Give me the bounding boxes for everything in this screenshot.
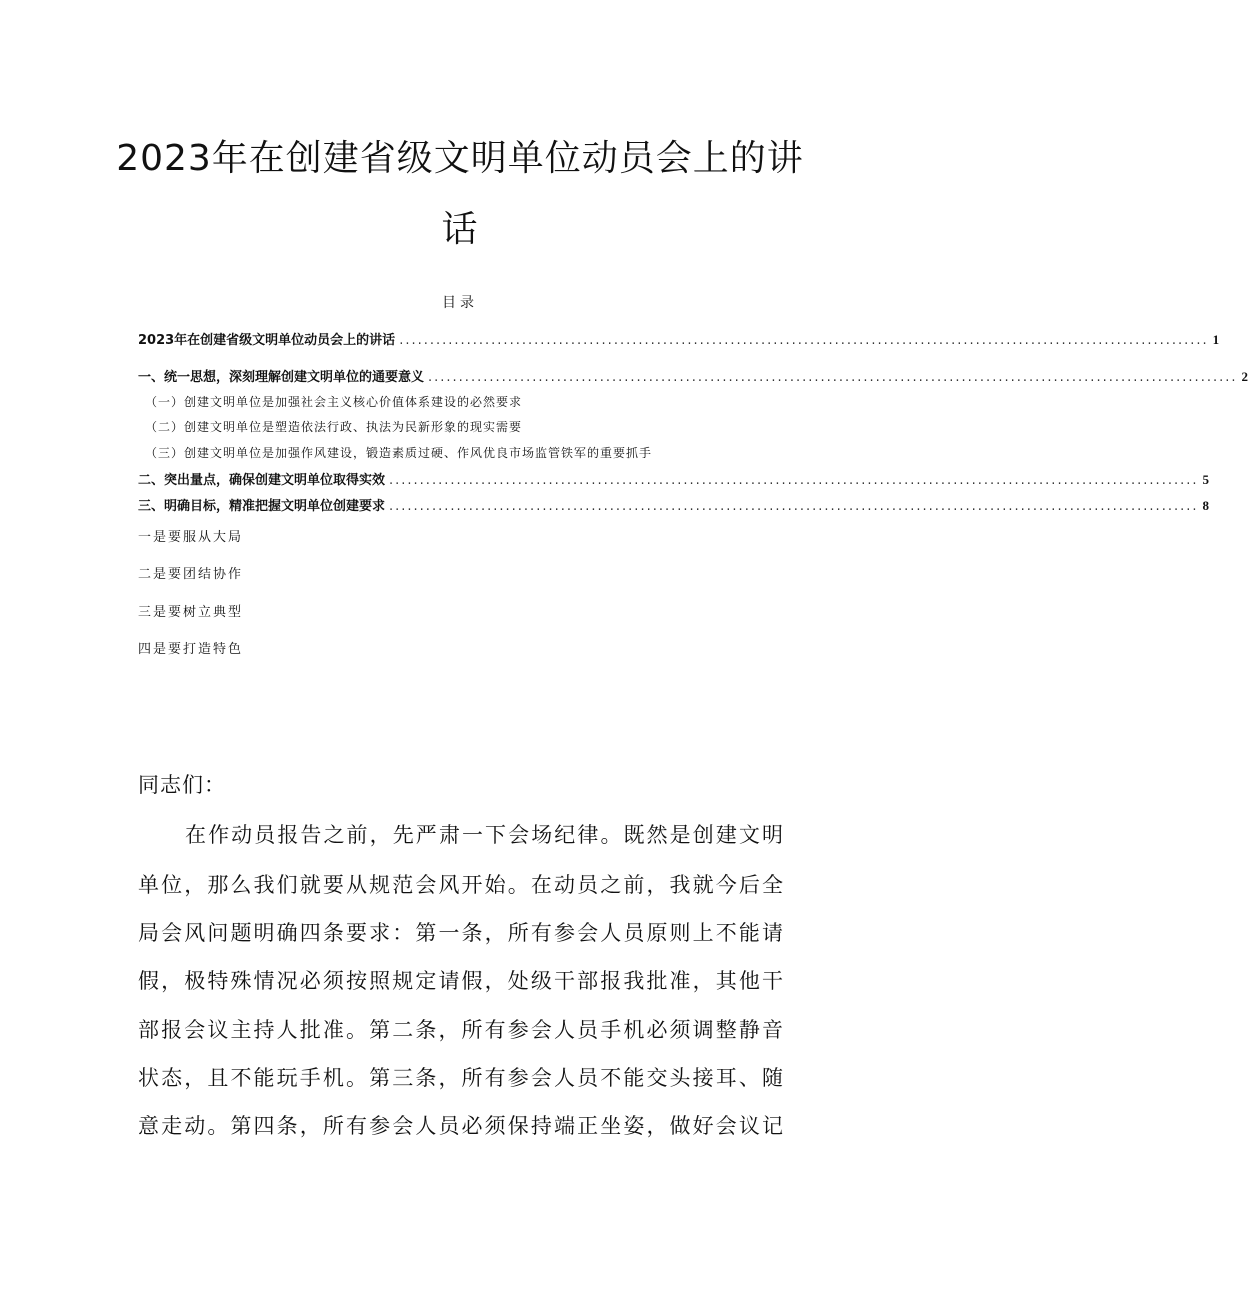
toc-entry-label: 二、突出量点，确保创建文明单位取得实效 xyxy=(138,473,386,488)
toc-sub-entry[interactable]: （三）创建文明单位是加强作风建设，锻造素质过硬、作风优良市场监管铁军的重要抓手 xyxy=(145,446,653,460)
body-text-line: 意走动。第四条，所有参会人员必须保持端正坐姿，做好会议记 xyxy=(138,1114,783,1138)
toc-heading: 目录 xyxy=(442,295,478,311)
toc-entry[interactable] xyxy=(138,497,1209,516)
toc-page-number: 1 xyxy=(1212,332,1220,347)
toc-plain-item: 四是要打造特色 xyxy=(138,642,244,657)
toc-page-number: 2 xyxy=(1241,369,1248,384)
body-text-line: 假，极特殊情况必须按照规定请假，处级干部报我批准，其他干 xyxy=(138,969,783,993)
toc-sub-entry[interactable]: （一）创建文明单位是加强社会主义核心价值体系建设的必然要求 xyxy=(145,395,523,409)
toc-entry-label: 三、明确目标，精准把握文明单位创建要求 xyxy=(138,499,386,514)
toc-leader-dots: .................................................................................................................................... xyxy=(399,333,1209,348)
body-text-line: 部报会议主持人批准。第二条，所有参会人员手机必须调整静音 xyxy=(138,1018,783,1042)
toc-page-number: 5 xyxy=(1202,472,1209,487)
toc-sub-entry[interactable]: （二）创建文明单位是塑造依法行政、执法为民新形象的现实需要 xyxy=(145,420,523,434)
toc-leader-dots: .................................................................................................................................... xyxy=(389,499,1199,514)
title-line-2: 话 xyxy=(441,209,479,250)
toc-leader-dots: .................................................................................................................................... xyxy=(389,473,1199,488)
toc-entry-label: 2023年在创建省级文明单位动员会上的讲话 xyxy=(138,333,396,348)
toc-entry[interactable] xyxy=(138,368,1248,387)
toc-page-number: 8 xyxy=(1202,498,1209,513)
body-text-line: 状态，且不能玩手机。第三条，所有参会人员不能交头接耳、随 xyxy=(138,1066,783,1090)
toc-entry-label: 一、统一思想，深刻理解创建文明单位的通要意义 xyxy=(138,370,425,385)
body-text-line: 局会风问题明确四条要求：第一条，所有参会人员原则上不能请 xyxy=(138,921,783,945)
title-line-1: 2023年在创建省级文明单位动员会上的讲 xyxy=(116,138,804,179)
greeting: 同志们： xyxy=(138,773,226,797)
body-text-line: 单位，那么我们就要从规范会风开始。在动员之前，我就今后全 xyxy=(138,873,783,897)
toc-entry[interactable] xyxy=(138,471,1209,490)
toc-entry[interactable] xyxy=(138,331,1220,350)
toc-plain-item: 三是要树立典型 xyxy=(138,605,244,620)
toc-leader-dots: .................................................................................................................................... xyxy=(428,370,1238,385)
body-text-line: 在作动员报告之前，先严肃一下会场纪律。既然是创建文明 xyxy=(185,823,783,847)
toc-plain-item: 二是要团结协作 xyxy=(138,567,244,582)
toc-plain-item: 一是要服从大局 xyxy=(138,530,244,545)
